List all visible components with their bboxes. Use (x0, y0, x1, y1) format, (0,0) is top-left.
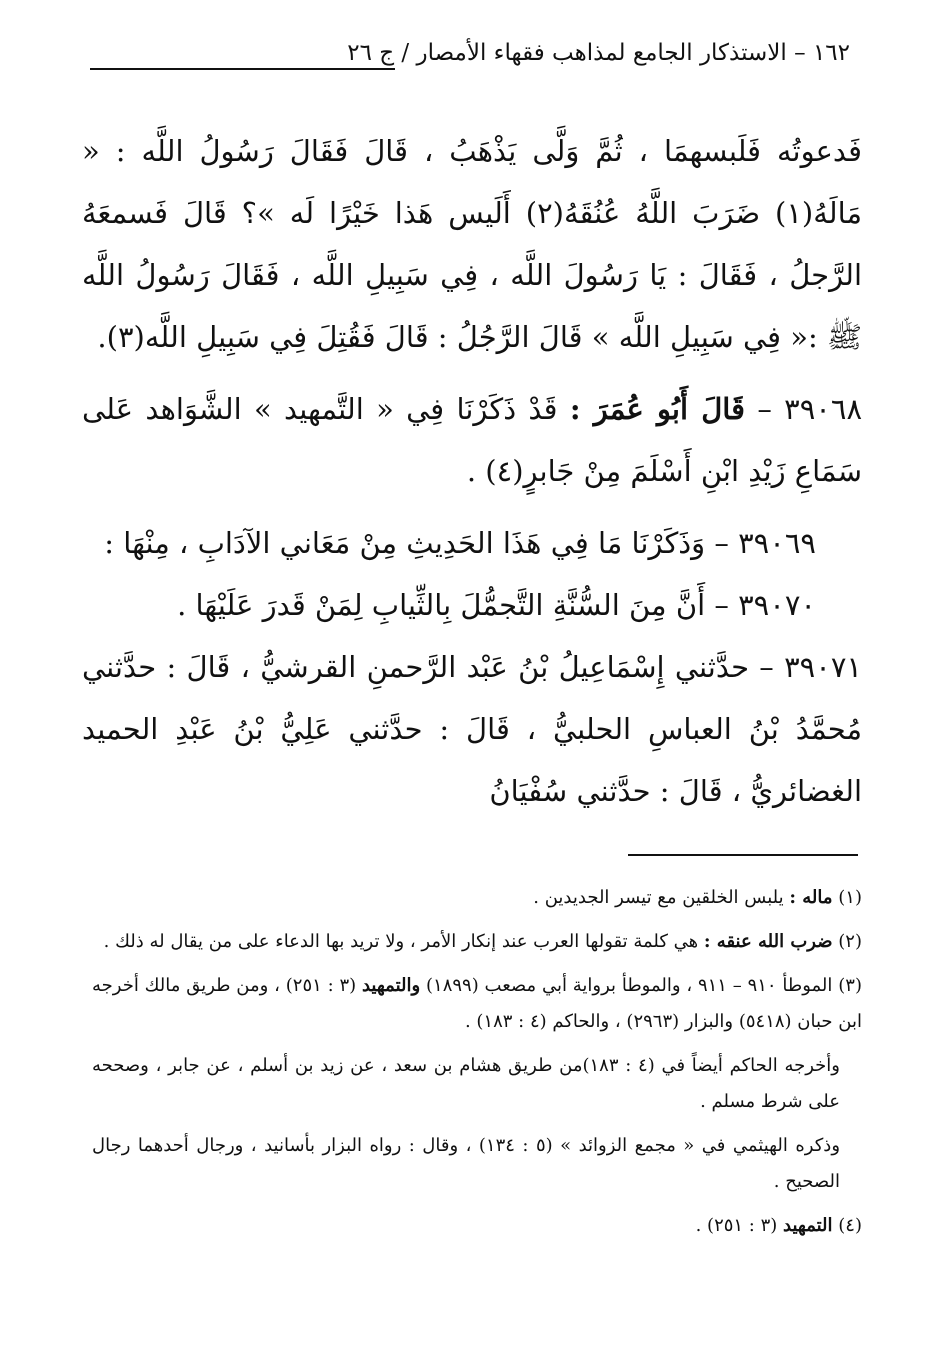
paragraph-39069: ٣٩٠٦٩ – وَذَكَرْنَا مَا فِي هَذَا الحَدِيثِ مِنْ مَعَاني الآدَابِ ، مِنْهَا : (104, 526, 816, 560)
paragraph-hadith: فَدعوتُه فَلَبسهمَا ، ثُمَّ وَلَّى يَذْهَبُ ، قَالَ فَقَالَ رَسُولُ اللَّه : « مَالَهُ(١) ضَرَبَ اللَّهُ عُنُقَهُ(٢) أَلَيس هَذا خَيْرًا لَه »؟ قَالَ فَسمعَهُ الرَّجلُ ، فَقَالَ : يَا رَسُولَ اللَّه ، فِي سَبِيلِ اللَّه ، فَقَالَ رَسُولُ اللَّه ﷺ :« فِي سَبِيلِ اللَّه » قَالَ الرَّجُلُ : قَالَ فَقُتِلَ فِي سَبِيلِ اللَّه(٣). (82, 134, 862, 354)
header-title: ١٦٢ – الاستذكار الجامع لمذاهب فقهاء الأمصار / ج ٢٦ (347, 40, 850, 66)
footnote-3-continued: وأخرجه الحاكم أيضاً في (٤ : ١٨٣)من طريق هشام بن سعد ، عن زيد بن أسلم ، عن جابر ، وصححه على شرط مسلم . (92, 1055, 840, 1112)
footnote-number: (٢) (838, 931, 862, 952)
footnote-number: (٤) (838, 1215, 862, 1236)
footnote-text: هي كلمة تقولها العرب عند إنكار الأمر ، ولا تريد بها الدعاء على من يقال له ذلك . (103, 931, 699, 952)
paragraph-number: ٣٩٠٦٨ – (757, 392, 863, 426)
footnote-term: والتمهيد (361, 975, 421, 996)
footnote-4 (92, 1208, 862, 1244)
footnote-rule (628, 854, 858, 856)
footnote-text: يلبس الخلقين مع تيسر الجديدين . (533, 887, 784, 908)
header-rule (90, 68, 395, 70)
paragraph-39071: ٣٩٠٧١ – حدَّثني إِسْمَاعِيلُ بْنُ عَبْد الرَّحمنِ القرشيُّ ، قَالَ : حدَّثني مُحمَّدُ بْنُ العباسِ الحلبيُّ ، قَالَ : حدَّثني عَلِيُّ بْنُ عَبْدِ الحميد الغضائريُّ ، قَالَ : حدَّثني سُفْيَانُ (82, 650, 862, 808)
footnote-term: ضرب الله عنقه : (703, 931, 833, 952)
speaker-label: قَالَ أَبُو عُمَرَ : (569, 392, 746, 426)
footnote-term: ماله : (789, 887, 833, 908)
footnote-number: (١) (838, 887, 862, 908)
footnote-3 (92, 968, 862, 1040)
footnote-number: (٣) (838, 975, 862, 996)
paragraph-39068 (82, 378, 862, 502)
footnote-3-continued: وذكره الهيثمي في « مجمع الزوائد » (٥ : ١٣٤) ، وقال : رواه البزار بأسانيد ، ورجال أحدهما رجال الصحيح . (92, 1135, 841, 1192)
main-text (82, 120, 862, 822)
paragraph-39070: ٣٩٠٧٠ – أَنَّ مِنَ السُّنَّةِ التَّجمُّلَ بِالثِّيابِ لِمَنْ قَدرَ عَلَيْهَا . (177, 588, 816, 622)
footnote-term: التمهيد (783, 1215, 833, 1236)
footnote-text: (٣ : ٢٥١) ، ومن طريق مالك أخرجه ابن حبان (٥٤١٨) والبزار (٢٩٦٣) ، والحاكم (٤ : ١٨٣) . (92, 975, 862, 1032)
footnotes (92, 880, 862, 1252)
footnote-text: الموطأ ٩١٠ – ٩١١ ، والموطأ برواية أبي مصعب (١٨٩٩) (426, 975, 833, 996)
paragraph-text: قَدْ ذَكَرْنَا فِي « التَّمهيد » الشَّوَاهد عَلى سَمَاعِ زَيْدِ ابْنِ أَسْلَمَ مِنْ جَابرٍ(٤) . (82, 392, 862, 488)
footnote-1 (92, 880, 862, 916)
footnote-text: (٣ : ٢٥١) . (695, 1215, 778, 1236)
footnote-2 (92, 924, 862, 960)
running-header (90, 40, 850, 80)
